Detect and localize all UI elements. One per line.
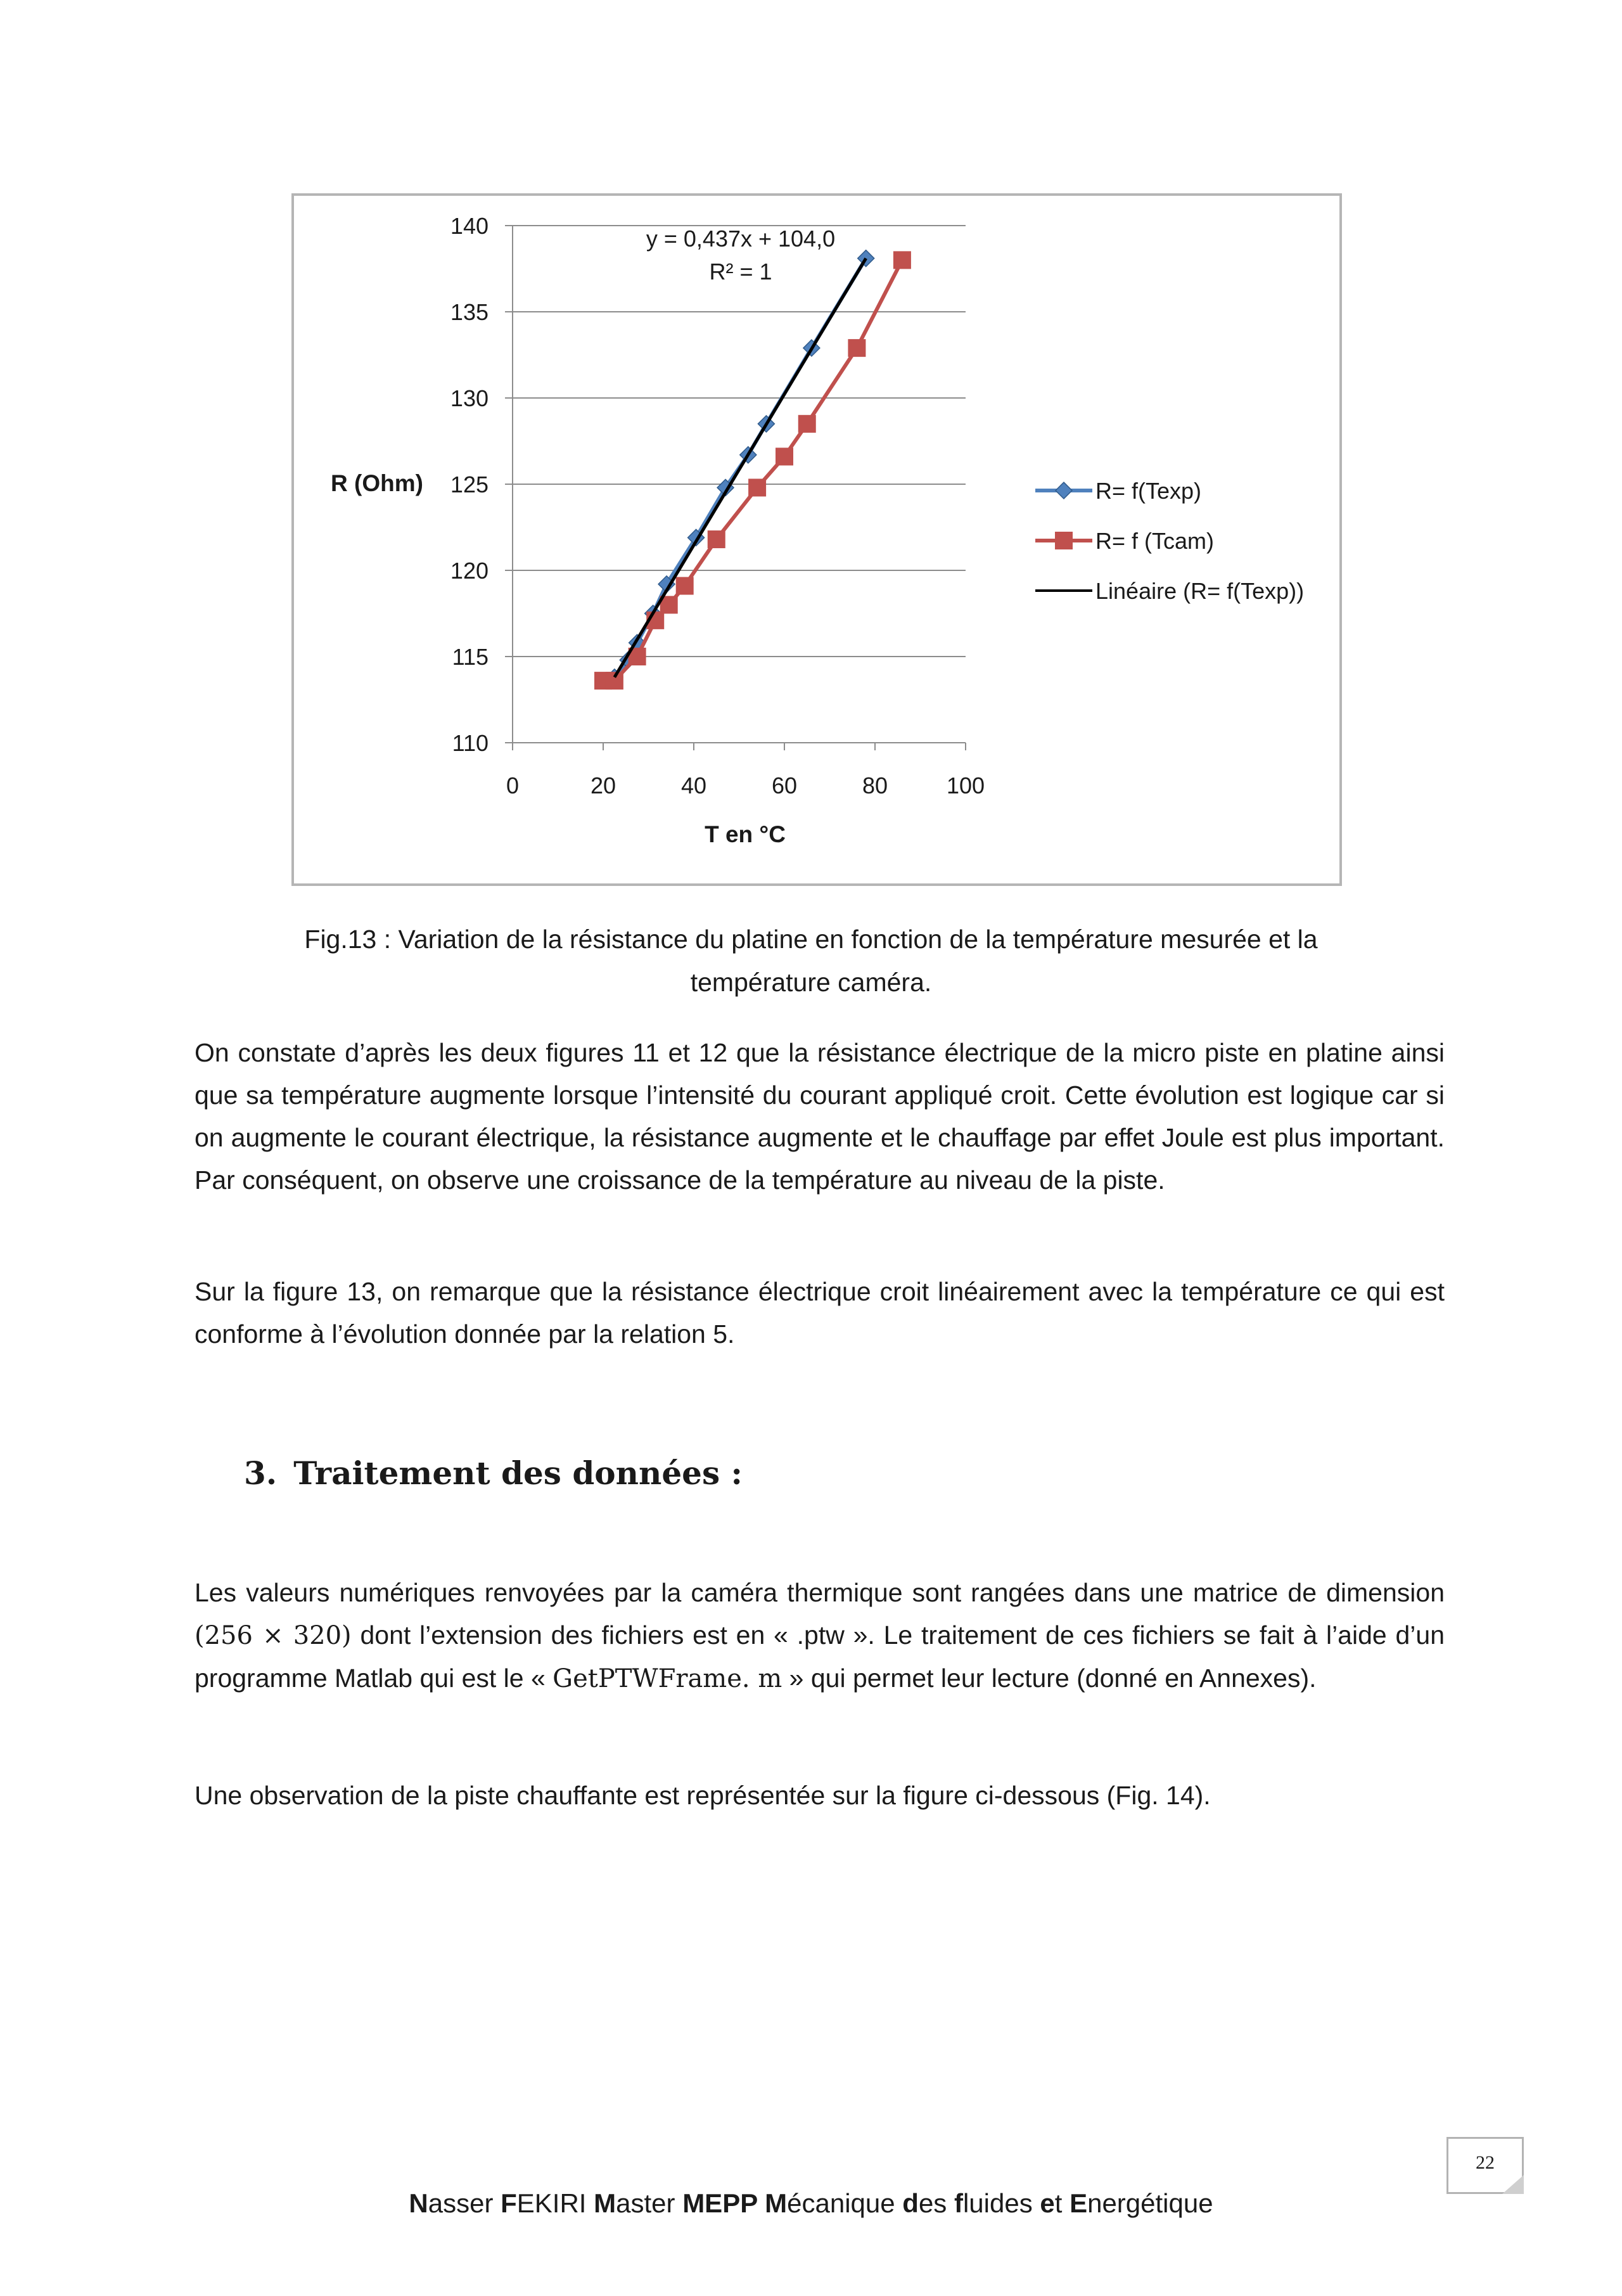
chart <box>294 196 1339 883</box>
figure-caption <box>190 918 1432 1004</box>
trendline-equation: y = 0,437x + 104,0 <box>646 226 836 252</box>
y-tick-label-140: 140 <box>450 213 489 239</box>
x-tick-label-60: 60 <box>771 773 798 798</box>
y-axis-label: R (Ohm) <box>331 470 423 496</box>
para3-text-a: Les valeurs numériques renvoyées par la caméra thermique sont rangées dans une matrice de dimension <box>195 1578 1445 1607</box>
y-tick-label-130: 130 <box>450 385 489 411</box>
legend-label-3: Linéaire (R= f(Texp)) <box>1095 578 1305 604</box>
legend-marker-2 <box>1055 532 1073 549</box>
series-2-point-12 <box>893 251 911 269</box>
chart-series <box>594 250 911 689</box>
paragraph-figures-observation: On constate d’après les deux figures 11 et 12 que la résistance électrique de la micro piste en platine ainsi que sa température augmente lorsque l’intensité du courant appliqué croit. Cette évolution est logique car si on augmente le courant électrique, la résistance augmente et le chauffage par effet Joule est plus important. Par conséquent, on observe une croissance de la température au niveau de la piste. <box>195 1038 1445 1195</box>
x-tick-label-0: 0 <box>506 773 520 798</box>
y-tick-label-120: 120 <box>450 558 489 584</box>
legend-item-2 <box>1035 528 1214 554</box>
series-2-point-11 <box>848 339 865 357</box>
x-tick-label-80: 80 <box>862 773 888 798</box>
x-tick-label-20: 20 <box>590 773 616 798</box>
series-2-point-7 <box>708 530 725 548</box>
series-2 <box>594 251 911 689</box>
section-heading <box>244 1451 743 1496</box>
y-tick-label-125: 125 <box>450 471 489 497</box>
legend-label-1: R= f(Texp) <box>1095 478 1202 504</box>
caption-line-1: Fig.13 : Variation de la résistance du platine en fonction de la température mesurée et la <box>304 925 1318 954</box>
para3-text-b: dont l’extension des fichiers est en « .ptw ». Le traitement de ces fichiers se fait à l’aide d’un programme Matlab qui est le « <box>195 1620 1445 1693</box>
matrix-dimension: (256 × 320) <box>195 1621 352 1650</box>
chart-frame <box>291 193 1342 886</box>
legend-item-1 <box>1035 478 1201 504</box>
paragraph-data-processing <box>195 1572 1445 1700</box>
caption-line-2: température caméra. <box>690 968 932 997</box>
trendline-r-squared: R² = 1 <box>709 259 772 285</box>
legend-item-3 <box>1035 578 1304 604</box>
chart-axes <box>505 226 966 750</box>
x-tick-label-40: 40 <box>680 773 707 798</box>
matlab-program-name: GetPTWFrame. m <box>552 1664 782 1693</box>
x-axis-label: T en °C <box>705 821 786 847</box>
section-number: 3. <box>244 1454 278 1492</box>
series-2-point-8 <box>748 478 766 496</box>
legend-marker-1 <box>1056 482 1072 499</box>
chart-gridlines <box>513 226 966 657</box>
series-3 <box>615 259 866 677</box>
series-2-point-6 <box>676 577 694 594</box>
y-tick-label-110: 110 <box>452 730 489 756</box>
y-tick-label-135: 135 <box>450 299 489 325</box>
y-tick-label-115: 115 <box>452 644 489 670</box>
series-2-point-10 <box>798 415 816 433</box>
x-tick-label-100: 100 <box>946 773 985 798</box>
paragraph-linear-relation: Sur la figure 13, on remarque que la résistance électrique croit linéairement avec la température ce qui est conforme à l’évolution donnée par la relation 5. <box>195 1277 1445 1349</box>
para3-text-c: » qui permet leur lecture (donné en Annexes). <box>782 1664 1317 1693</box>
legend-label-2: R= f (Tcam) <box>1095 528 1215 554</box>
paragraph-figure-reference: Une observation de la piste chauffante est représentée sur la figure ci-dessous (Fig. 14). <box>195 1781 1211 1810</box>
page-number: 22 <box>1446 2137 1524 2194</box>
series-3-line <box>615 259 866 677</box>
section-title: Traitement des données : <box>293 1454 743 1492</box>
footer: Nasser FEKIRI Master MEPP Mécanique des fluides et Energétique <box>409 2188 1213 2218</box>
series-2-point-9 <box>776 447 793 465</box>
chart-legend <box>1035 478 1304 604</box>
